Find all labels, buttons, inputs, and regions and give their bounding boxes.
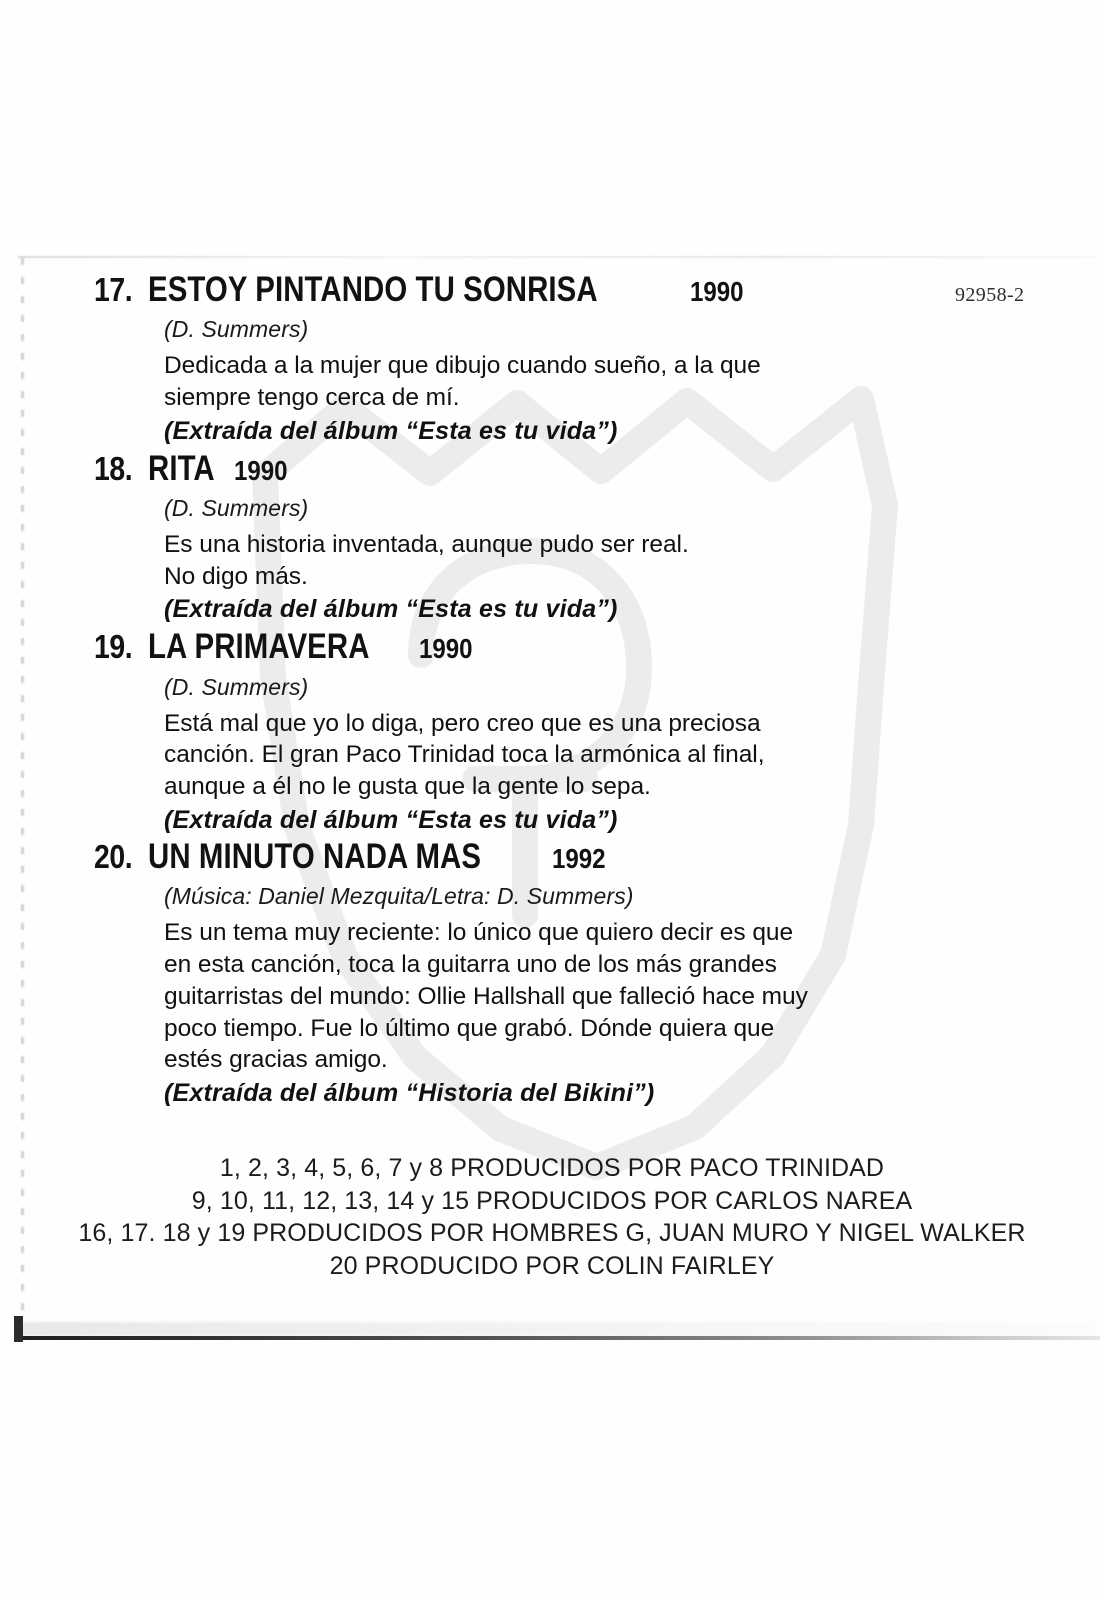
description-line: Está mal que yo lo diga, pero creo que es una preciosa (164, 709, 761, 737)
track-description (164, 529, 1104, 593)
description-line: estés gracias amigo. (164, 1046, 388, 1074)
track-header (94, 448, 1104, 488)
track-title: UN MINUTO NADA MAS (148, 837, 482, 877)
description-line: canción. El gran Paco Trinidad toca la armónica al final, (164, 741, 765, 769)
description-line: guitarristas del mundo: Ollie Hallshall que falleció hace muy (164, 982, 808, 1010)
description-line: aunque a él no le gusta que la gente lo sepa. (164, 773, 651, 801)
track-item-18 (0, 448, 1104, 626)
album-reference: (Extraída del álbum “Esta es tu vida”) (164, 595, 618, 624)
track-title: RITA (148, 448, 215, 488)
producer-credit-line: 16, 17. 18 y 19 PRODUCIDOS POR HOMBRES G, JUAN MURO Y NIGEL WALKER (78, 1219, 1026, 1247)
track-title: LA PRIMAVERA (148, 627, 370, 667)
track-body (94, 313, 1104, 446)
track-body (94, 880, 1104, 1109)
track-credit: (D. Summers) (164, 673, 309, 700)
producer-credit-line: 20 PRODUCIDO POR COLIN FAIRLEY (329, 1251, 775, 1280)
bottom-rule-haze (16, 1322, 1096, 1336)
track-credit: (Música: Daniel Mezquita/Letra: D. Summers) (164, 883, 634, 910)
track-body (94, 492, 1104, 625)
description-line: en esta canción, toca la guitarra uno de los más grandes (164, 950, 777, 978)
track-description (164, 708, 1104, 804)
track-year: 1990 (234, 454, 289, 486)
track-number: 19. (94, 628, 133, 666)
bottom-rule (14, 1336, 1100, 1340)
track-year: 1990 (418, 633, 473, 665)
track-year: 1990 (690, 276, 744, 307)
track-description (164, 350, 1104, 414)
description-line: siempre tengo cerca de mí. (164, 383, 460, 411)
description-line: Es una historia inventada, aunque pudo ser real. (164, 530, 689, 558)
producer-credit-line: 1, 2, 3, 4, 5, 6, 7 y 8 PRODUCIDOS POR PACO TRINIDAD (219, 1154, 885, 1182)
track-year: 1992 (551, 843, 606, 875)
album-reference: (Extraída del álbum “Historia del Bikini”) (164, 1079, 655, 1108)
track-description (164, 917, 1104, 1076)
track-credit: (D. Summers) (164, 495, 309, 522)
track-number: 17. (94, 271, 133, 308)
track-item-20 (0, 839, 1104, 1109)
catalog-number: 92958-2 (955, 284, 1025, 306)
description-line: Es un tema muy reciente: lo único que quiero decir es que (164, 919, 794, 947)
crop-corner-mark (14, 1316, 23, 1342)
track-item-17 (0, 272, 1104, 447)
producer-credit-line: 9, 10, 11, 12, 13, 14 y 15 PRODUCIDOS POR CARLOS NAREA (191, 1186, 913, 1215)
track-number: 20. (94, 838, 133, 876)
track-header (94, 629, 1104, 665)
scan-top-edge (18, 256, 1098, 258)
track-header (94, 839, 1104, 875)
track-credit: (D. Summers) (164, 316, 309, 343)
album-reference: (Extraída del álbum “Esta es tu vida”) (164, 806, 618, 835)
description-line: poco tiempo. Fue lo último que grabó. Dónde quiera que (164, 1014, 775, 1042)
track-title: ESTOY PINTANDO TU SONRISA (148, 270, 598, 309)
track-body (94, 671, 1104, 836)
track-item-19 (0, 629, 1104, 836)
track-list (0, 272, 1104, 1109)
track-header (94, 272, 1104, 308)
album-reference: (Extraída del álbum “Esta es tu vida”) (164, 416, 618, 445)
description-line: No digo más. (164, 562, 308, 590)
producer-credits (0, 1152, 1104, 1282)
description-line: Dedicada a la mujer que dibujo cuando sueño, a la que (164, 352, 761, 380)
track-number: 18. (94, 449, 133, 487)
